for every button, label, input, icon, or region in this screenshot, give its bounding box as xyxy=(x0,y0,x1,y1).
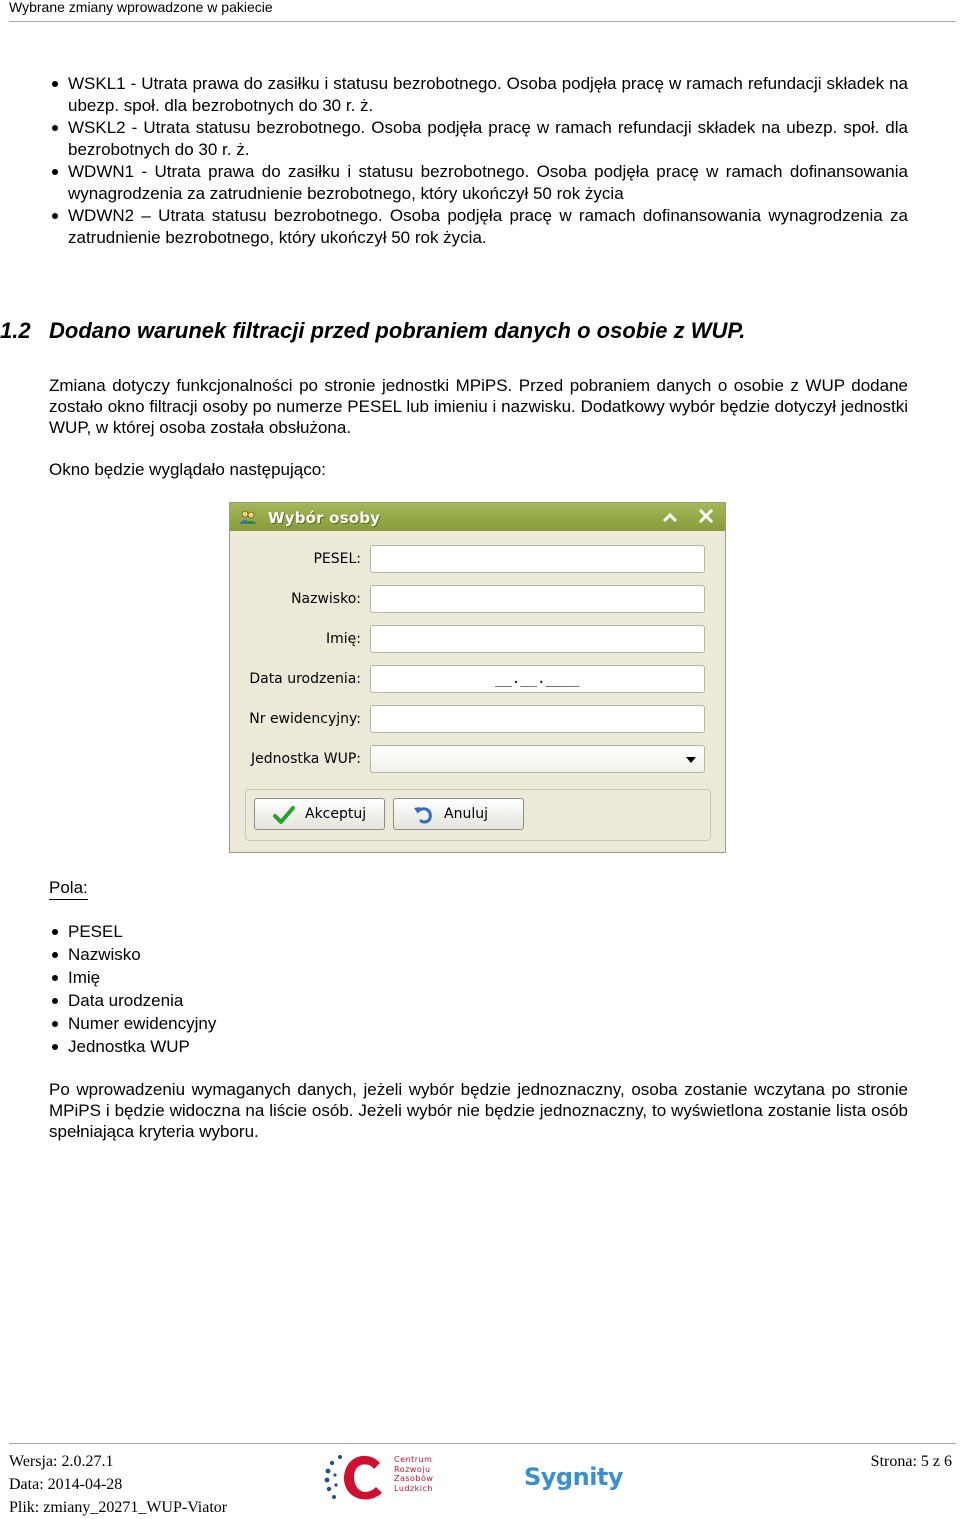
field-label: Data urodzenia: xyxy=(249,671,361,687)
list-item: WDWN2 – Utrata statusu bezrobotnego. Osoba podjęła pracę w ramach dofinansowania wynagrodzenia za zatrudnienie bezrobotnego, który ukończył 50 rok życia. xyxy=(49,205,908,249)
footer-date: Data: 2014-04-28 xyxy=(9,1476,123,1493)
list-item: Nazwisko xyxy=(49,943,216,966)
record-number-input[interactable] xyxy=(370,705,705,733)
closing-paragraph: Po wprowadzeniu wymaganych danych, jeżeli wybór będzie jednoznaczny, osoba zostanie wczytana po stronie MPiPS i będzie widoczna na liście osób. Jeżeli wybór nie będzie jednoznaczny, to wyświetlona zostanie lista osób spełniająca kryteria wyboru. xyxy=(49,1080,908,1141)
list-item: WDWN1 - Utrata prawa do zasiłku i statusu bezrobotnego. Osoba podjęła pracę w ramach dofinansowania wynagrodzenia za zatrudnienie bezrobotnego, który ukończył 50 rok życia xyxy=(49,161,908,205)
cancel-button-label: Anuluj xyxy=(444,806,488,822)
footer-page-number: Strona: 5 z 6 xyxy=(870,1453,952,1470)
footer-version: Wersja: 2.0.27.1 xyxy=(9,1453,114,1470)
checkmark-icon xyxy=(273,805,295,825)
footer-meta xyxy=(9,1450,227,1519)
date-mask: __.__.____ xyxy=(495,671,580,687)
list-item: Data urodzenia xyxy=(49,989,216,1012)
fields-list xyxy=(49,920,216,1058)
header-divider xyxy=(9,21,956,22)
field-label: PESEL: xyxy=(313,551,361,567)
dialog-button-panel xyxy=(245,789,711,841)
field-label: Imię: xyxy=(326,631,361,647)
footer-divider xyxy=(9,1443,956,1444)
wup-unit-select[interactable] xyxy=(370,745,705,773)
section-title: Dodano warunek filtracji przed pobraniem danych o osobie z WUP. xyxy=(49,318,746,343)
field-row-nr-ewidencyjny xyxy=(230,705,725,735)
field-row-nazwisko xyxy=(230,585,725,615)
field-label: Nr ewidencyjny: xyxy=(249,711,361,727)
status-codes-list xyxy=(49,73,908,249)
list-item: Imię xyxy=(49,966,216,989)
section-paragraph: Zmiana dotyczy funkcjonalności po stronie jednostki MPiPS. Przed pobraniem danych o osobie z WUP dodane zostało okno filtracji osoby po numerze PESEL lub imieniu i nazwisku. Dodatkowy wybór będzie dotyczył jednostki WUP, w której osoba została obsłużona. xyxy=(49,376,908,437)
accept-button[interactable] xyxy=(254,798,385,830)
list-item: WSKL2 - Utrata statusu bezrobotnego. Osoba podjęła pracę w ramach refundacji składek na ubezp. społ. dla bezrobotnych do 30 r. ż. xyxy=(49,117,908,161)
field-label: Jednostka WUP: xyxy=(251,751,361,767)
field-row-imie xyxy=(230,625,725,655)
field-row-data-urodzenia xyxy=(230,665,725,695)
page-header-title: Wybrane zmiany wprowadzone w pakiecie xyxy=(9,0,273,15)
cancel-button[interactable] xyxy=(393,798,524,830)
users-icon xyxy=(239,509,257,525)
field-label: Nazwisko: xyxy=(291,591,361,607)
list-item: WSKL1 - Utrata prawa do zasiłku i statusu bezrobotnego. Osoba podjęła pracę w ramach refundacji składek na ubezp. społ. dla bezrobotnych do 30 r. ż. xyxy=(49,73,908,117)
list-item: Jednostka WUP xyxy=(49,1035,216,1058)
section-heading xyxy=(0,317,745,345)
sygnity-logo: Sygnity xyxy=(524,1463,624,1491)
list-item: PESEL xyxy=(49,920,216,943)
footer-file: Plik: zmiany_20271_WUP-Viator xyxy=(9,1499,228,1516)
crzl-emblem-icon xyxy=(322,1449,394,1507)
pesel-input[interactable] xyxy=(370,545,705,573)
dialog-title: Wybór osoby xyxy=(268,509,381,527)
dropdown-arrow-icon[interactable] xyxy=(686,757,696,763)
fields-heading: Pola: xyxy=(49,877,88,900)
first-name-input[interactable] xyxy=(370,625,705,653)
chevron-up-icon[interactable] xyxy=(662,511,678,523)
close-icon[interactable] xyxy=(698,508,714,524)
crzl-logo-text: Centrum Rozwoju Zasobów Ludzkich xyxy=(394,1455,434,1493)
section-number: 1.2 xyxy=(0,318,31,343)
person-selection-dialog xyxy=(229,502,726,853)
field-row-jednostka-wup xyxy=(230,745,725,775)
birth-date-input[interactable] xyxy=(370,665,705,693)
dialog-titlebar[interactable] xyxy=(230,503,725,531)
crzl-logo xyxy=(322,1449,446,1507)
accept-button-label: Akceptuj xyxy=(305,806,367,822)
field-row-pesel xyxy=(230,545,725,575)
surname-input[interactable] xyxy=(370,585,705,613)
undo-icon xyxy=(412,805,434,825)
list-item: Numer ewidencyjny xyxy=(49,1012,216,1035)
intro-paragraph: Okno będzie wyglądało następująco: xyxy=(49,460,326,479)
